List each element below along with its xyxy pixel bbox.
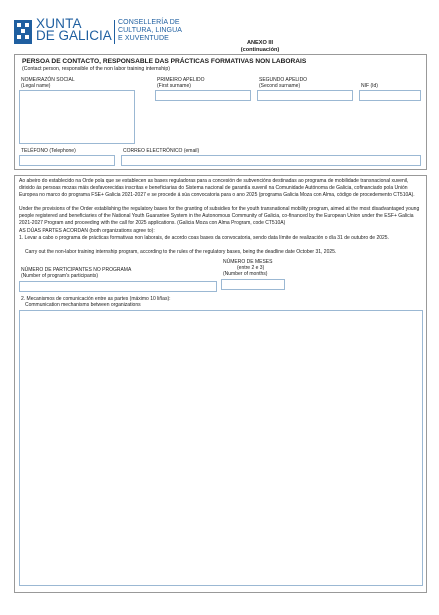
annex-title: ANEXO III bbox=[246, 40, 274, 46]
communication-field[interactable] bbox=[19, 310, 423, 586]
phone-field[interactable] bbox=[19, 155, 115, 166]
months-field[interactable] bbox=[221, 279, 285, 290]
section-subtitle: (Contact person, responsible of the non labor training internship) bbox=[22, 66, 170, 72]
page-header bbox=[14, 16, 434, 53]
nif-label: NIF (Id) bbox=[361, 83, 378, 89]
department-line-1: CONSELLERÍA DE bbox=[118, 19, 180, 26]
first-surname-field[interactable] bbox=[155, 90, 251, 101]
department-name bbox=[118, 19, 182, 43]
parties-agree: AS DÚAS PARTES ACORDAN (both organizations agree to): bbox=[19, 228, 155, 234]
legal-name-field[interactable] bbox=[19, 90, 135, 144]
agreement-section bbox=[14, 175, 427, 593]
agreement-item-1: 1. Levar a cabo o programa de prácticas formativas non laborais, de acordo coas bases da convocatoria, sendo data límite de realización o día 31 de outubro de 2025. bbox=[19, 235, 389, 241]
second-surname-field[interactable] bbox=[257, 90, 353, 101]
logo-text-xunta: XUNTA bbox=[36, 16, 82, 31]
legal-name-label: NOME/RAZÓN SOCIAL (Legal name) bbox=[21, 77, 75, 89]
department-line-2: CULTURA, LINGUA bbox=[118, 27, 182, 34]
logo-divider bbox=[114, 20, 115, 44]
logo-text-galicia: DE GALICIA bbox=[36, 28, 112, 43]
participants-label: NÚMERO DE PARTICIPANTES NO PROGRAMA (Number of program's participants) bbox=[21, 267, 132, 279]
xunta-logo bbox=[14, 18, 184, 48]
agreement-paragraph-en: Under the provisions of the Order establishing the regulatory bases for the granting of subsidies for the youth transnational mobility program, aimed at the most disadvantaged young people registered and beneficiaries of the National Youth Guarantee System in the Autonomous Community of Galicia, co-financed by the European Union under the ESF+ Galicia 2021-2027 Program and proceeding with the call for 2025 applications. (Galicia Moza con Alma Program, code CT510A) bbox=[19, 206, 420, 226]
second-surname-label: SEGUNDO APELIDO (Second surname) bbox=[259, 77, 308, 89]
annex-subtitle: (continuación) bbox=[240, 47, 280, 53]
section-title: PERSOA DE CONTACTO, RESPONSABLE DAS PRÁCTICAS FORMATIVAS NON LABORAIS bbox=[22, 58, 307, 65]
participants-field[interactable] bbox=[19, 281, 217, 292]
email-label: CORREO ELECTRÓNICO (email) bbox=[123, 148, 200, 154]
months-label: NÚMERO DE MESES (entre 2 e 3) (Number of months) bbox=[223, 259, 273, 277]
agreement-paragraph-gl: Ao abeiro do establecido na Orde pola que se establecen as bases reguladoras para a concesión de subvencións destinadas ao programa de mobilidade transnacional xuvenil, dirixido ás persoas mozas máis desfavorecidas inscritas e beneficiarias do Sistema nacional de garantía xuvenil na Comunidade Autónoma de Galicia, cofinanciado pola Unión Europea no marco do programa FSE+ Galicia 2021-2027 e se procede á súa convocatoria para o ano 2025 (programa Galicia Moza con Alma, código de procedemento CT510A). bbox=[19, 178, 415, 198]
communication-label: 2. Mecanismos de comunicación entre as partes (máximo 10 liñas): Communication mechanisms between organizations bbox=[21, 296, 171, 308]
agreement-item-1-en: Carry out the non-labor training internship program, according to the rules of the regulatory bases, being the deadline date October 31, 2025. bbox=[25, 249, 337, 255]
galicia-shield-icon bbox=[14, 20, 32, 44]
phone-label: TELÉFONO (Telephone) bbox=[21, 148, 76, 154]
nif-field[interactable] bbox=[359, 90, 421, 101]
annex-heading bbox=[230, 40, 290, 54]
contact-person-section bbox=[14, 54, 427, 170]
email-field[interactable] bbox=[121, 155, 421, 166]
first-surname-label: PRIMEIRO APELIDO (First surname) bbox=[157, 77, 205, 89]
department-line-3: E XUVENTUDE bbox=[118, 35, 169, 42]
